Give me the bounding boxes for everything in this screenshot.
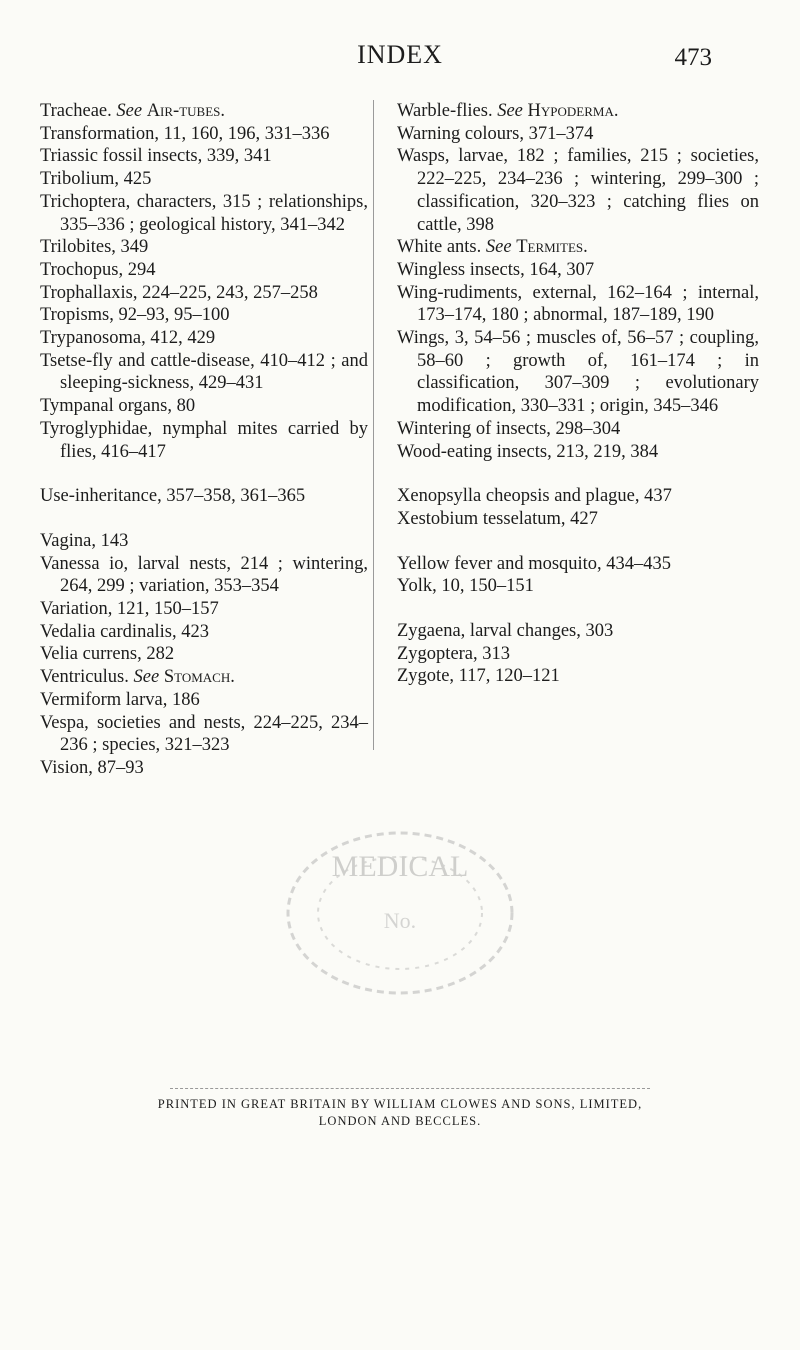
index-entry	[40, 643, 368, 666]
section-gap	[397, 531, 759, 553]
index-entry	[40, 395, 368, 418]
index-entry	[40, 191, 368, 236]
index-entry	[40, 259, 368, 282]
entry-text: Wingless insects, 164, 307	[397, 259, 595, 280]
page-number: 473	[674, 44, 712, 71]
entry-text: Trichoptera, characters, 315 ; relationships, 335–336 ; geological history, 341–342	[40, 191, 368, 235]
page-header	[0, 40, 800, 80]
index-entry	[40, 168, 368, 191]
entry-text: Ventriculus.	[40, 667, 134, 688]
index-entry	[397, 259, 759, 282]
entry-text: Tracheae.	[40, 101, 117, 121]
index-entry	[397, 620, 759, 643]
index-entry	[397, 643, 759, 666]
cross-reference-target: Termites.	[516, 237, 588, 258]
entry-text: Tympanal organs, 80	[40, 396, 196, 417]
index-entry	[397, 418, 759, 441]
imprint-line-2: LONDON AND BECCLES.	[318, 1114, 482, 1128]
entry-text: Yellow fever and mosquito, 434–435	[397, 553, 672, 574]
index-entry	[397, 145, 759, 236]
entry-text: Tribolium, 425	[40, 169, 152, 190]
index-entry	[40, 100, 368, 123]
index-entry	[40, 282, 368, 305]
index-entry	[40, 621, 368, 644]
index-entry	[397, 441, 759, 464]
entry-text: Xenopsylla cheopsis and plague, 437	[397, 486, 672, 507]
entry-text: Vanessa io, larval nests, 214 ; wintering, 264, 299 ; variation, 353–354	[40, 553, 368, 597]
section-gap	[397, 463, 759, 485]
see-reference: See	[497, 101, 523, 121]
entry-text: Use-inheritance, 357–358, 361–365	[40, 486, 306, 507]
entry-text: Yolk, 10, 150–151	[397, 576, 534, 597]
library-stamp	[282, 828, 518, 998]
entry-text: Wing-rudiments, external, 162–164 ; internal, 173–174, 180 ; abnormal, 187–189, 190	[397, 282, 759, 326]
entry-text: Warning colours, 371–374	[397, 123, 594, 144]
section-gap	[40, 508, 368, 530]
index-entry	[40, 236, 368, 259]
entry-text: Tsetse-fly and cattle-disease, 410–412 ; and sleeping-sickness, 429–431	[40, 350, 368, 394]
index-entry	[397, 100, 759, 123]
index-entry	[40, 145, 368, 168]
index-entry	[40, 304, 368, 327]
entry-text: Vespa, societies and nests, 224–225, 234–236 ; species, 321–323	[40, 712, 368, 756]
index-entry	[397, 553, 759, 576]
index-entry	[397, 282, 759, 327]
cross-reference-target: Hypoderma.	[527, 101, 619, 121]
page-title: INDEX	[357, 40, 443, 69]
index-entry	[40, 712, 368, 757]
section-gap	[397, 598, 759, 620]
index-entry	[397, 485, 759, 508]
entry-text: Zygoptera, 313	[397, 643, 511, 664]
index-entry	[40, 418, 368, 463]
see-reference: See	[485, 237, 512, 258]
entry-text: White ants.	[397, 237, 486, 258]
entry-text: Wings, 3, 54–56 ; muscles of, 56–57 ; coupling, 58–60 ; growth of, 161–174 ; in classification, 307–309 ; evolutionary modification, 330–331 ; origin, 345–346	[397, 328, 759, 417]
index-entry	[40, 757, 368, 780]
entry-text: Tyroglyphidae, nymphal mites carried by flies, 416–417	[40, 418, 368, 462]
entry-text: Trophallaxis, 224–225, 243, 257–258	[40, 282, 318, 303]
entry-text: Zygote, 117, 120–121	[397, 666, 560, 687]
cross-reference-target: Stomach.	[163, 667, 235, 688]
entry-text: Velia currens, 282	[40, 644, 175, 665]
entry-text: Variation, 121, 150–157	[40, 599, 219, 620]
stamp-text: MEDICAL	[331, 850, 469, 883]
entry-text: Trilobites, 349	[40, 237, 149, 258]
entry-text: Zygaena, larval changes, 303	[397, 621, 614, 642]
imprint-line-1: PRINTED IN GREAT BRITAIN BY WILLIAM CLOWES AND SONS, LIMITED,	[157, 1097, 643, 1111]
column-divider	[373, 100, 374, 750]
index-entry	[397, 123, 759, 146]
entry-text: Transformation, 11, 160, 196, 331–336	[40, 123, 330, 144]
entry-text: Xestobium tesselatum, 427	[397, 508, 598, 529]
index-entry	[397, 508, 759, 531]
entry-text: Triassic fossil insects, 339, 341	[40, 146, 272, 167]
index-entry	[40, 553, 368, 598]
stamp-subtext: No.	[383, 908, 417, 933]
see-reference: See	[133, 667, 160, 688]
section-gap	[40, 463, 368, 485]
entry-text: Vedalia cardinalis, 423	[40, 621, 210, 642]
index-entry	[40, 689, 368, 712]
index-entry	[40, 530, 368, 553]
printer-imprint	[0, 1096, 800, 1130]
index-entry	[397, 236, 759, 259]
index-column-right	[397, 100, 759, 688]
index-entry	[40, 123, 368, 146]
entry-text: Trypanosoma, 412, 429	[40, 328, 216, 349]
entry-text: Warble-flies.	[397, 101, 498, 121]
entry-text: Vision, 87–93	[40, 757, 144, 778]
entry-text: Wood-eating insects, 213, 219, 384	[397, 441, 659, 462]
index-entry	[397, 327, 759, 418]
index-entry	[40, 666, 368, 689]
cross-reference-target: Air-tubes.	[146, 101, 226, 121]
entry-text: Tropisms, 92–93, 95–100	[40, 305, 230, 326]
entry-text: Wasps, larvae, 182 ; families, 215 ; societies, 222–225, 234–236 ; wintering, 299–300 ; classification, 320–323 ; catching flies on cattle, 398	[397, 146, 759, 235]
index-entry	[40, 327, 368, 350]
footer-rule	[170, 1088, 650, 1089]
index-entry	[397, 665, 759, 688]
see-reference: See	[116, 101, 143, 121]
index-entry	[397, 575, 759, 598]
index-entry	[40, 350, 368, 395]
entry-text: Trochopus, 294	[40, 259, 156, 280]
index-column-left	[40, 100, 368, 780]
index-entry	[40, 598, 368, 621]
index-entry	[40, 485, 368, 508]
entry-text: Vagina, 143	[40, 530, 129, 551]
entry-text: Vermiform larva, 186	[40, 689, 200, 710]
entry-text: Wintering of insects, 298–304	[397, 418, 621, 439]
